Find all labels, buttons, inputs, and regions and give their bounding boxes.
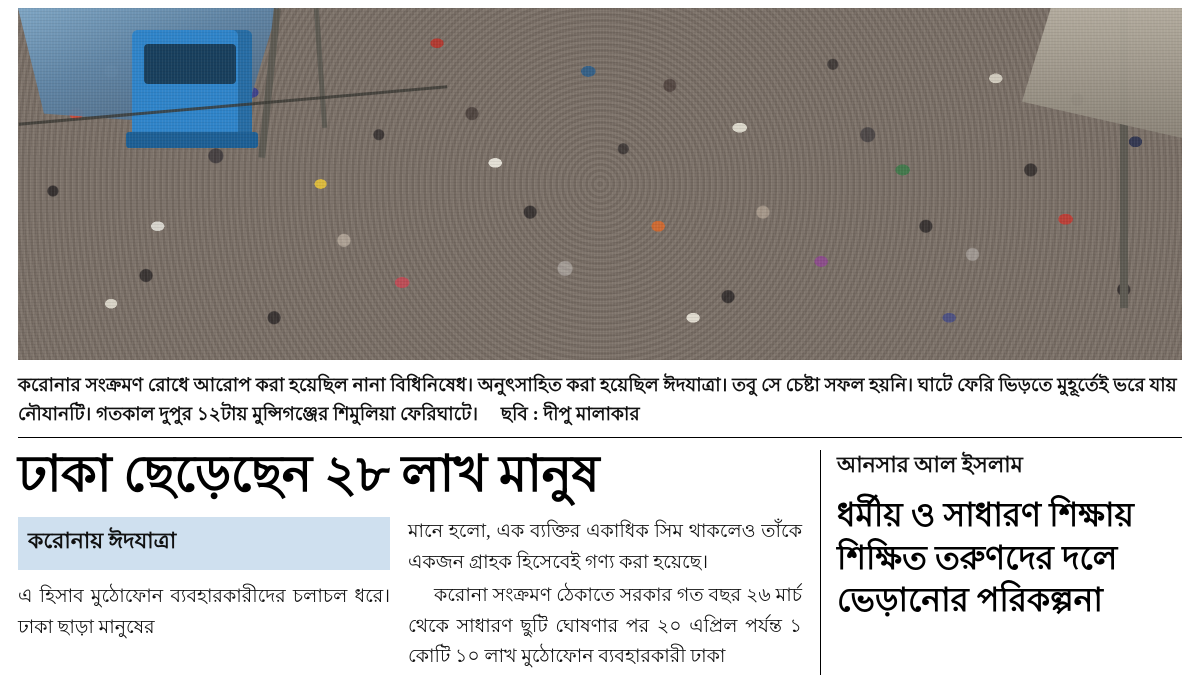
photo-caption — [18, 372, 1182, 429]
story-columns — [18, 517, 806, 675]
side-story-label: আনসার আল ইসলাম — [837, 452, 1023, 478]
paragraph: এ হিসাব মুঠোফোন ব্যবহারকারীদের চলাচল ধরে। ঢাকা ছাড়া মানুষের — [18, 586, 390, 639]
lower-section — [18, 448, 1182, 675]
paragraph: করোনা সংক্রমণ ঠেকাতে সরকার গত বছর ২৬ মার্চ থেকে সাধারণ ছুটি ঘোষণার পর ২০ এপ্রিল পর্যন্ত ১ কোটি ১০ লাখ মুঠোফোন ব্যবহারকারী ঢাকা — [408, 584, 802, 668]
truck-windshield — [144, 44, 236, 84]
column-right — [408, 517, 802, 675]
column-right-body — [408, 517, 802, 673]
main-story — [18, 448, 820, 675]
paragraph: মানে হলো, এক ব্যক্তির একাধিক সিম থাকলেও তাঁকে একজন গ্রাহক হিসেবেই গণ্য করা হয়েছে। — [408, 521, 802, 574]
lead-photo — [18, 8, 1182, 360]
story-kicker: করোনায় ঈদযাত্রা — [18, 517, 390, 570]
side-story — [821, 448, 1182, 675]
page-title: ঢাকা ছেড়েছেন ২৮ লাখ মানুষ — [18, 447, 600, 504]
horizontal-rule — [18, 437, 1182, 438]
column-left-body — [18, 582, 390, 644]
photo-credit: ছবি : দীপু মালাকার — [500, 404, 640, 425]
truck-bumper — [126, 132, 258, 148]
side-story-headline: ধর্মীয় ও সাধারণ শিক্ষায় শিক্ষিত তরুণদের দলে ভেড়ানোর পরিকল্পনা — [837, 498, 1134, 619]
column-left — [18, 517, 390, 675]
caption-text: করোনার সংক্রমণ রোধে আরোপ করা হয়েছিল নানা বিধিনিষেধ। অনুৎসাহিত করা হয়েছিল ঈদযাত্রা। তবু সে চেষ্টা সফল হয়নি। ঘাটে ফেরি ভিড়তে মুহূর্তেই ভরে যায় নৌযানটি। গতকাল দুপুর ১২টায় মুন্সিগঞ্জের শিমুলিয়া ফেরিঘাটে। — [18, 376, 1177, 425]
photo-canvas — [18, 8, 1182, 360]
